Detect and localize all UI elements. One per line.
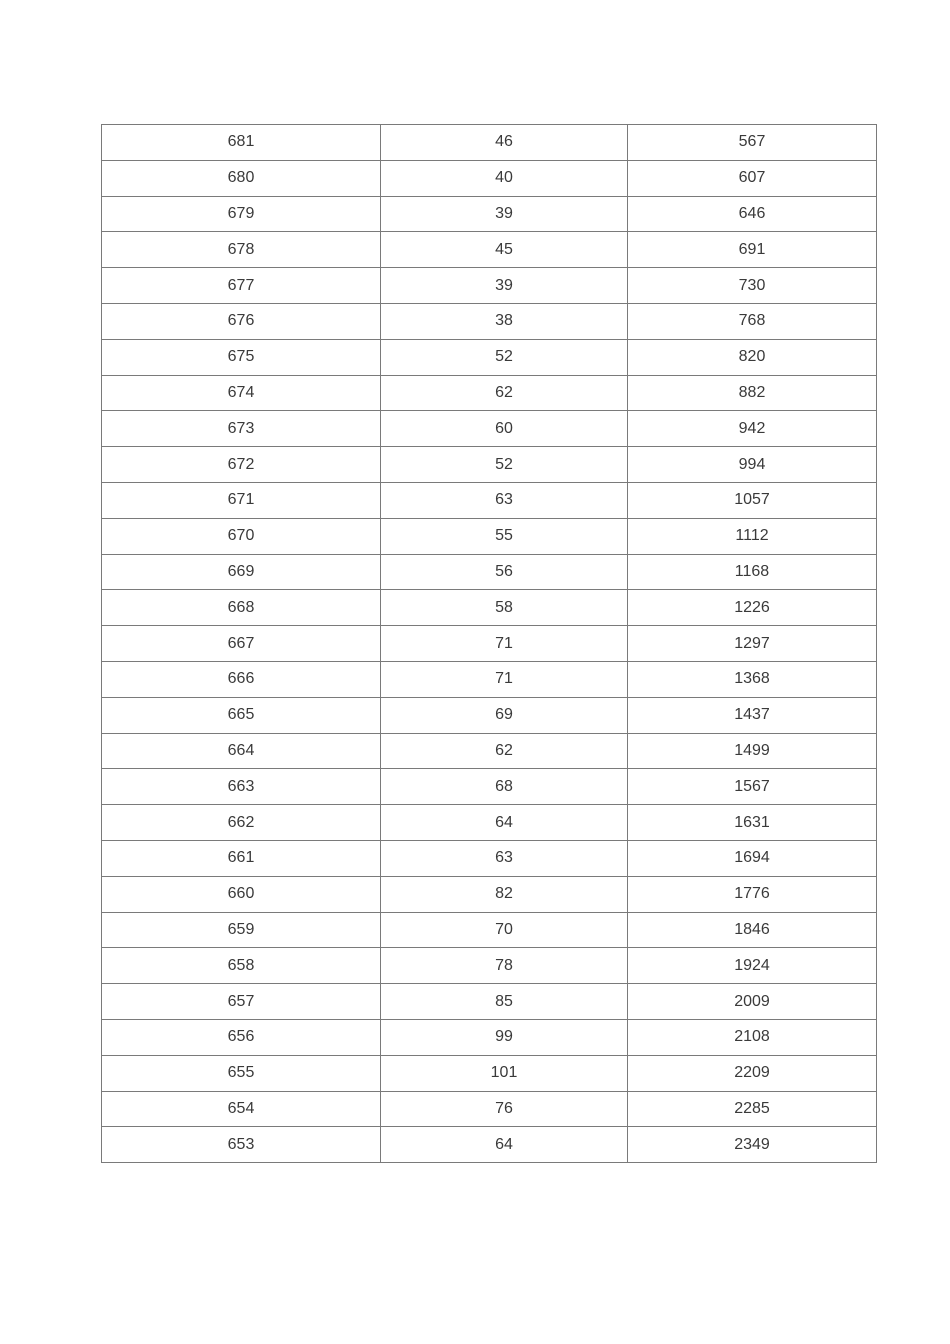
table-row [102,840,877,876]
count-cell: 56 [381,554,628,590]
cumulative-cell: 2108 [628,1019,877,1055]
count-cell: 52 [381,447,628,483]
count-cell: 78 [381,948,628,984]
score-cell: 661 [102,840,381,876]
table-row [102,339,877,375]
table-row [102,1055,877,1091]
cumulative-cell: 2349 [628,1127,877,1163]
table-row [102,518,877,554]
score-cell: 677 [102,268,381,304]
table-row [102,125,877,161]
table-row [102,769,877,805]
table-row [102,232,877,268]
count-cell: 69 [381,697,628,733]
score-cell: 660 [102,876,381,912]
cumulative-cell: 730 [628,268,877,304]
cumulative-cell: 567 [628,125,877,161]
count-cell: 71 [381,626,628,662]
cumulative-cell: 1297 [628,626,877,662]
cumulative-cell: 942 [628,411,877,447]
table-row [102,661,877,697]
count-cell: 58 [381,590,628,626]
score-cell: 664 [102,733,381,769]
table-row [102,1019,877,1055]
table-row [102,590,877,626]
count-cell: 82 [381,876,628,912]
score-cell: 655 [102,1055,381,1091]
table-row [102,447,877,483]
cumulative-cell: 2009 [628,984,877,1020]
count-cell: 99 [381,1019,628,1055]
score-cell: 658 [102,948,381,984]
cumulative-cell: 2285 [628,1091,877,1127]
table-row [102,482,877,518]
count-cell: 63 [381,840,628,876]
score-cell: 657 [102,984,381,1020]
score-cell: 666 [102,661,381,697]
count-cell: 39 [381,196,628,232]
count-cell: 45 [381,232,628,268]
count-cell: 62 [381,375,628,411]
table-row [102,626,877,662]
count-cell: 64 [381,805,628,841]
cumulative-cell: 1631 [628,805,877,841]
score-cell: 670 [102,518,381,554]
table-row [102,160,877,196]
count-cell: 39 [381,268,628,304]
score-cell: 671 [102,482,381,518]
score-cell: 662 [102,805,381,841]
score-cell: 663 [102,769,381,805]
score-cell: 656 [102,1019,381,1055]
score-cell: 679 [102,196,381,232]
cumulative-cell: 607 [628,160,877,196]
score-cell: 674 [102,375,381,411]
cumulative-cell: 1368 [628,661,877,697]
count-cell: 85 [381,984,628,1020]
score-cell: 654 [102,1091,381,1127]
cumulative-cell: 1846 [628,912,877,948]
cumulative-cell: 2209 [628,1055,877,1091]
table-row [102,876,877,912]
table-row [102,697,877,733]
table-row [102,984,877,1020]
count-cell: 55 [381,518,628,554]
count-cell: 46 [381,125,628,161]
cumulative-cell: 646 [628,196,877,232]
cumulative-cell: 1437 [628,697,877,733]
score-cell: 680 [102,160,381,196]
table-row [102,805,877,841]
table-row [102,733,877,769]
count-cell: 52 [381,339,628,375]
table-row [102,268,877,304]
score-cell: 669 [102,554,381,590]
score-cell: 675 [102,339,381,375]
cumulative-cell: 1776 [628,876,877,912]
score-cell: 672 [102,447,381,483]
table-body [102,125,877,1163]
cumulative-cell: 768 [628,303,877,339]
cumulative-cell: 691 [628,232,877,268]
table-row [102,1091,877,1127]
score-cell: 665 [102,697,381,733]
table-row [102,554,877,590]
cumulative-cell: 1567 [628,769,877,805]
score-cell: 673 [102,411,381,447]
table-row [102,303,877,339]
count-cell: 68 [381,769,628,805]
count-cell: 63 [381,482,628,518]
cumulative-cell: 1924 [628,948,877,984]
table-row [102,948,877,984]
score-table [101,124,877,1163]
cumulative-cell: 1057 [628,482,877,518]
score-cell: 668 [102,590,381,626]
count-cell: 76 [381,1091,628,1127]
count-cell: 64 [381,1127,628,1163]
cumulative-cell: 1694 [628,840,877,876]
score-cell: 681 [102,125,381,161]
table-row [102,196,877,232]
score-cell: 676 [102,303,381,339]
table-row [102,375,877,411]
count-cell: 40 [381,160,628,196]
count-cell: 60 [381,411,628,447]
cumulative-cell: 1168 [628,554,877,590]
table-row [102,912,877,948]
score-cell: 659 [102,912,381,948]
cumulative-cell: 882 [628,375,877,411]
cumulative-cell: 994 [628,447,877,483]
count-cell: 101 [381,1055,628,1091]
score-cell: 667 [102,626,381,662]
cumulative-cell: 1112 [628,518,877,554]
count-cell: 70 [381,912,628,948]
count-cell: 71 [381,661,628,697]
table-row [102,1127,877,1163]
cumulative-cell: 1499 [628,733,877,769]
cumulative-cell: 820 [628,339,877,375]
score-cell: 653 [102,1127,381,1163]
count-cell: 38 [381,303,628,339]
score-cell: 678 [102,232,381,268]
cumulative-cell: 1226 [628,590,877,626]
count-cell: 62 [381,733,628,769]
table-row [102,411,877,447]
